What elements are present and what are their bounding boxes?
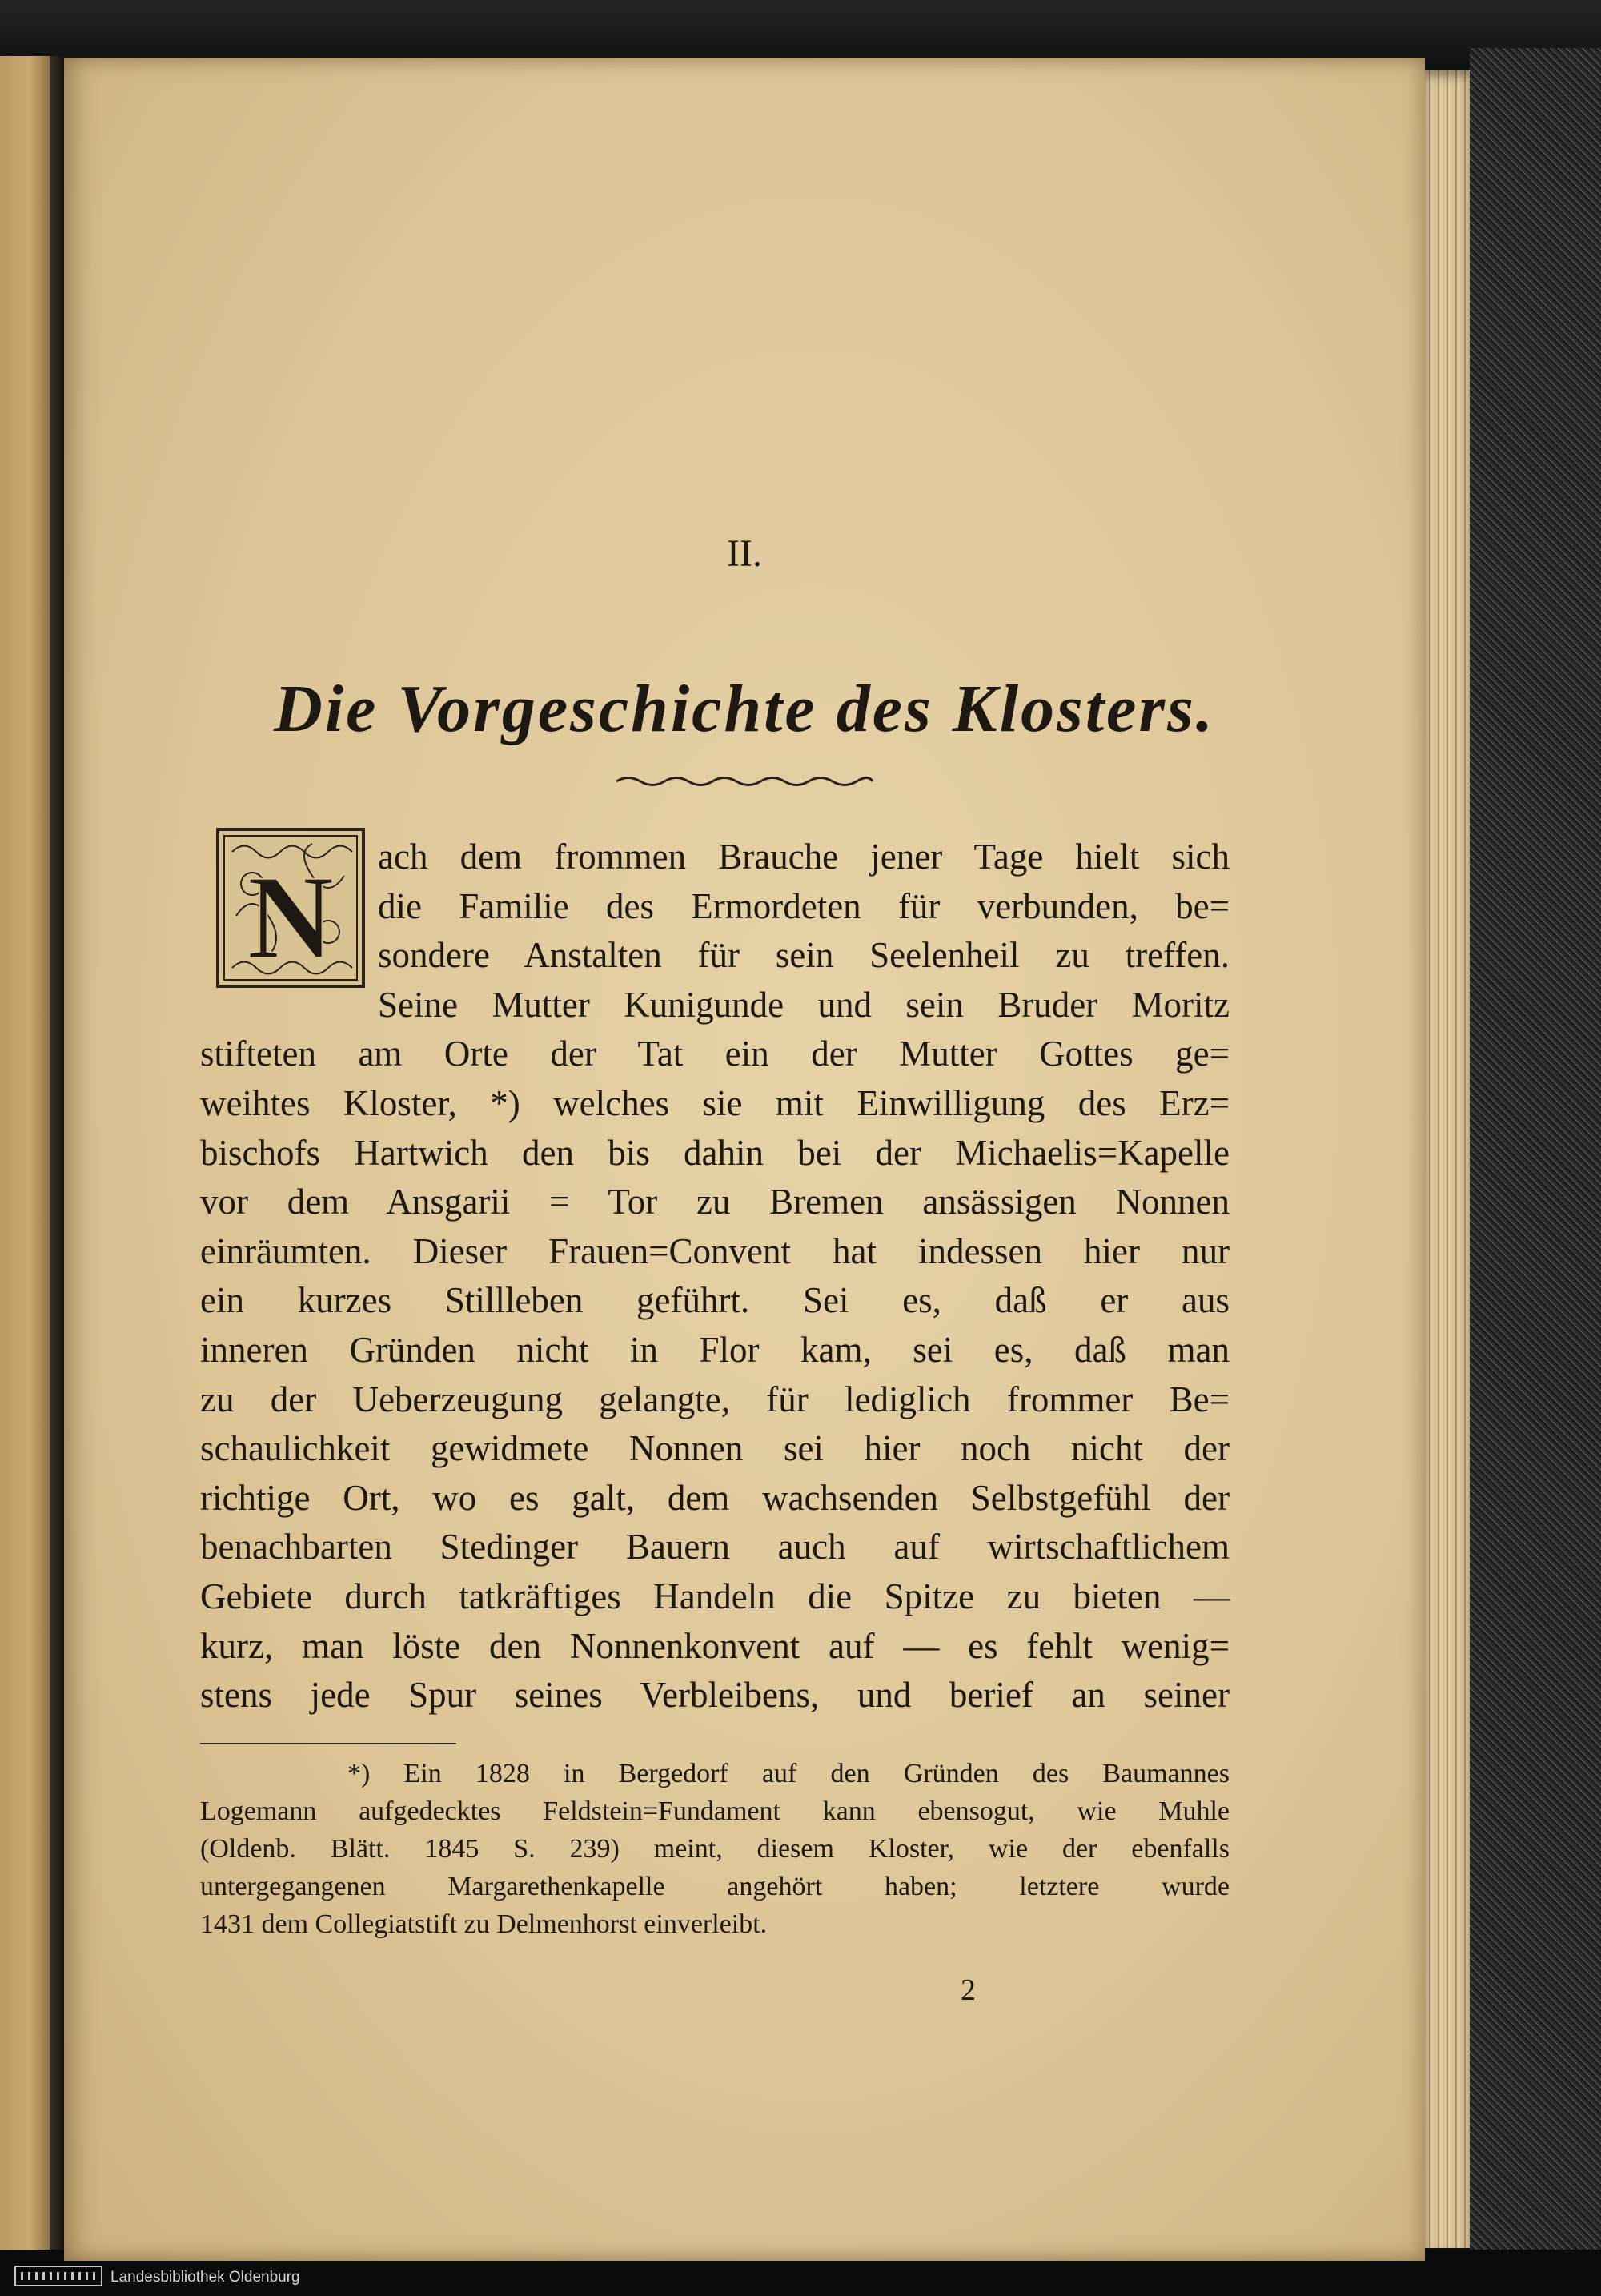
book-cover-right xyxy=(1470,48,1601,2258)
chapter-number: II. xyxy=(727,532,762,575)
chapter-title: Die Vorgeschichte des Klosters. xyxy=(274,672,1215,746)
text-line: ach dem frommen Brauche jener Tage hielt sich xyxy=(378,837,1230,877)
library-name[interactable]: Landesbibliothek Oldenburg xyxy=(110,2269,300,2286)
footnote-line: untergegangenen Margarethenkapelle angehört haben; letztere wurde xyxy=(200,1872,1230,1901)
page-stack-edges xyxy=(1425,70,1470,2248)
library-building-icon[interactable] xyxy=(14,2266,102,2286)
text-line: stifteten am Orte der Tat ein der Mutter Gottes ge= xyxy=(200,1034,1230,1074)
text-line: Seine Mutter Kunigunde und sein Bruder Moritz xyxy=(378,984,1230,1025)
drop-cap-letter: N xyxy=(247,851,335,984)
book-page xyxy=(64,58,1425,2261)
ornamental-divider-icon xyxy=(608,773,881,790)
text-line: die Familie des Ermordeten für verbunden, be= xyxy=(378,885,1230,926)
text-line: sondere Anstalten für sein Seelenheil zu treffen. xyxy=(378,935,1230,976)
page-number: 2 xyxy=(961,1973,976,2007)
text-line: inneren Gründen nicht in Flor kam, sei es, daß man xyxy=(200,1329,1230,1370)
text-line: ein kurzes Stillleben geführt. Sei es, daß er aus xyxy=(200,1280,1230,1321)
footnote-line: (Oldenb. Blätt. 1845 S. 239) meint, diesem Kloster, wie der ebenfalls xyxy=(200,1834,1230,1864)
text-line: weihtes Kloster, *) welches sie mit Einwilligung des Erz= xyxy=(200,1082,1230,1123)
footnote-block xyxy=(200,1755,1230,1943)
text-line: vor dem Ansgarii = Tor zu Bremen ansässigen Nonnen xyxy=(200,1182,1230,1222)
footnote-line: Logemann aufgedecktes Feldstein=Fundament kann ebensogut, wie Muhle xyxy=(200,1796,1230,1826)
text-line: Gebiete durch tatkräftiges Handeln die Spitze zu bieten — xyxy=(200,1575,1230,1616)
text-line: benachbarten Stedinger Bauern auch auf wirtschaftlichem xyxy=(200,1527,1230,1567)
text-line: richtige Ort, wo es galt, dem wachsenden Selbstgefühl der xyxy=(200,1477,1230,1518)
text-line: bischofs Hartwich den bis dahin bei der Michaelis=Kapelle xyxy=(200,1132,1230,1173)
footnote-line: *) Ein 1828 in Bergedorf auf den Gründen des Baumannes xyxy=(347,1759,1230,1788)
facing-page-edge xyxy=(0,56,50,2250)
book-gutter xyxy=(50,56,64,2250)
text-line: zu der Ueberzeugung gelangte, für lediglich frommer Be= xyxy=(200,1379,1230,1419)
text-line: schaulichkeit gewidmete Nonnen sei hier noch nicht der xyxy=(200,1428,1230,1469)
text-line: einräumten. Dieser Frauen=Convent hat indessen hier nur xyxy=(200,1230,1230,1271)
footnote-separator xyxy=(200,1743,456,1744)
footnote-line: 1431 dem Collegiatstift zu Delmenhorst einverleibt. xyxy=(200,1909,768,1939)
text-line: kurz, man löste den Nonnenkonvent auf — es fehlt wenig= xyxy=(200,1625,1230,1666)
text-line: stens jede Spur seines Verbleibens, und berief an seiner xyxy=(200,1675,1230,1716)
body-paragraph xyxy=(200,833,1230,1720)
